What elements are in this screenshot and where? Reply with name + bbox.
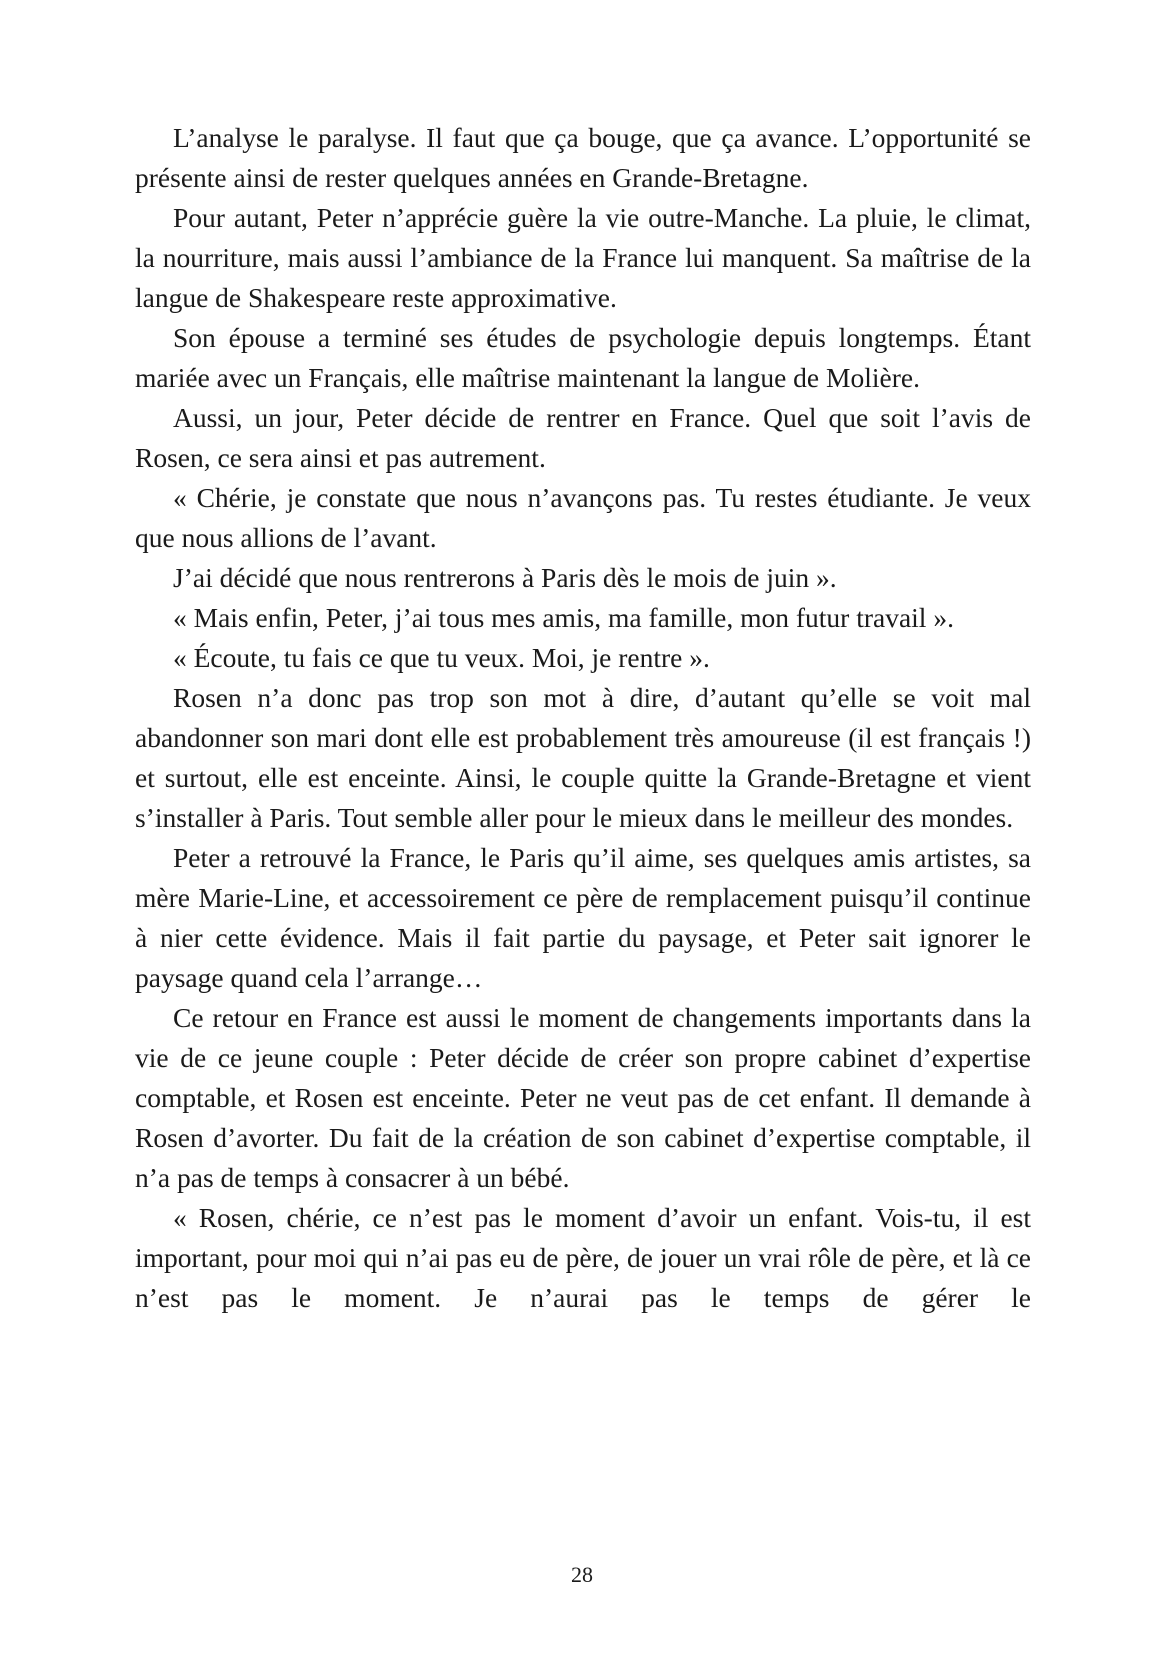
- paragraph: L’analyse le paralyse. Il faut que ça bouge, que ça avance. L’opportunité se présente ainsi de rester quelques années en Grande-Bretagne.: [135, 122, 1031, 193]
- paragraph: Pour autant, Peter n’apprécie guère la vie outre-Manche. La pluie, le climat, la nourriture, mais aussi l’ambiance de la France lui manquent. Sa maîtrise de la langue de Shakespeare reste approximative.: [135, 202, 1031, 313]
- paragraph: « Chérie, je constate que nous n’avançons pas. Tu restes étudiante. Je veux que nous allions de l’avant.: [135, 482, 1031, 553]
- paragraph: Ce retour en France est aussi le moment de changements importants dans la vie de ce jeune couple : Peter décide de créer son propre cabinet d’expertise comptable, et Rosen est enceinte. Peter ne veut pas de cet enfant. Il demande à Rosen d’avorter. Du fait de la création de son cabinet d’expertise comptable, il n’a pas de temps à consacrer à un bébé.: [135, 1002, 1031, 1193]
- paragraph: « Mais enfin, Peter, j’ai tous mes amis, ma famille, mon futur travail ».: [173, 602, 954, 633]
- page-number: 28: [571, 1562, 593, 1587]
- paragraph: Son épouse a terminé ses études de psychologie depuis longtemps. Étant mariée avec un Français, elle maîtrise maintenant la langue de Molière.: [135, 322, 1031, 393]
- paragraph: J’ai décidé que nous rentrerons à Paris dès le mois de juin ».: [173, 562, 837, 593]
- paragraph: « Écoute, tu fais ce que tu veux. Moi, je rentre ».: [173, 642, 710, 673]
- body-text: [135, 118, 1031, 1318]
- paragraph: Aussi, un jour, Peter décide de rentrer en France. Quel que soit l’avis de Rosen, ce sera ainsi et pas autrement.: [135, 402, 1031, 473]
- paragraph: Rosen n’a donc pas trop son mot à dire, d’autant qu’elle se voit mal abandonner son mari dont elle est probablement très amoureuse (il est français !) et surtout, elle est enceinte. Ainsi, le couple quitte la Grande-Bretagne et vient s’installer à Paris. Tout semble aller pour le mieux dans le meilleur des mondes.: [135, 682, 1031, 833]
- paragraph: Peter a retrouvé la France, le Paris qu’il aime, ses quelques amis artistes, sa mère Marie-Line, et accessoirement ce père de remplacement puisqu’il continue à nier cette évidence. Mais il fait partie du paysage, et Peter sait ignorer le paysage quand cela l’arrange…: [135, 842, 1031, 993]
- paragraph-last: « Rosen, chérie, ce n’est pas le moment d’avoir un enfant. Vois-tu, il est important, pour moi qui n’ai pas eu de père, de jouer un vrai rôle de père, et là ce n’est pas le moment. Je n’aurai pas le temps de gérer le: [135, 1202, 1031, 1313]
